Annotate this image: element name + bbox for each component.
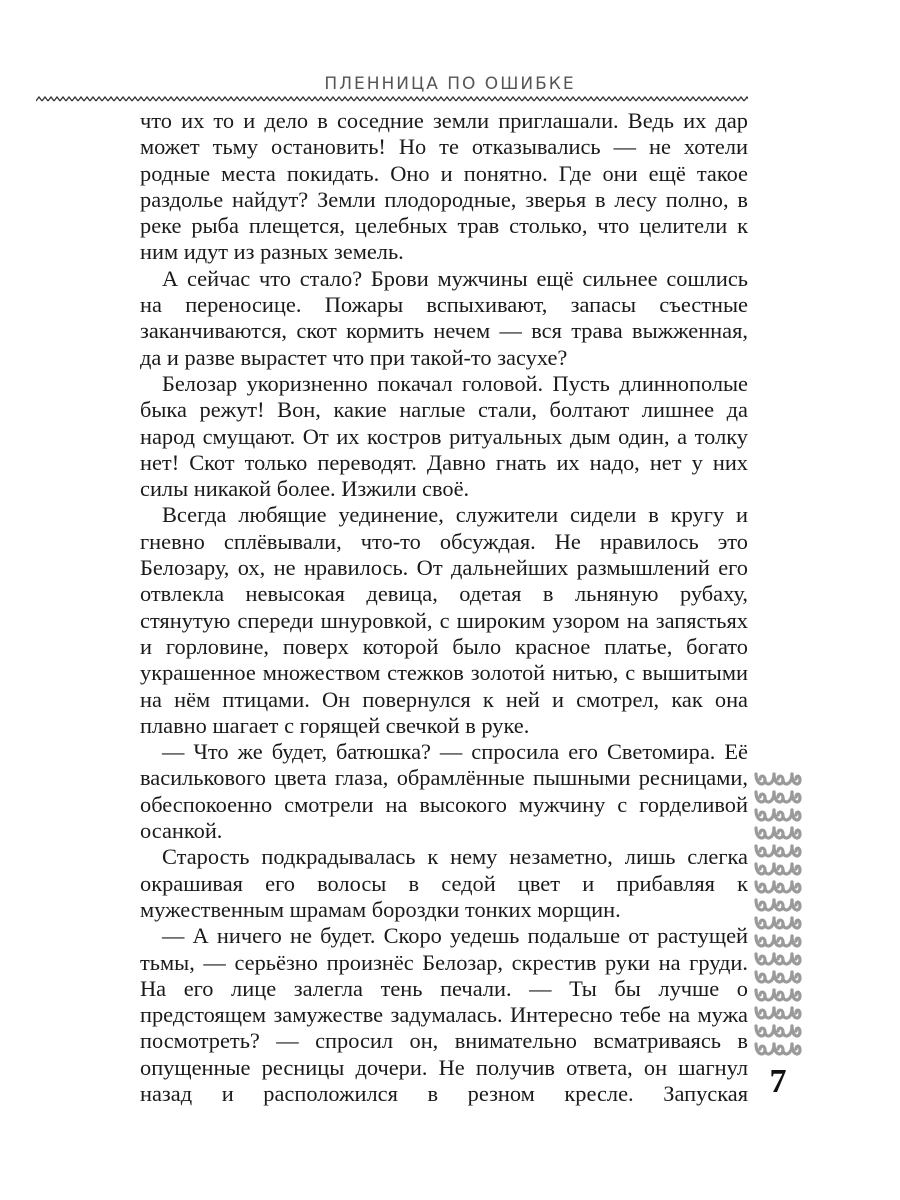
body-text (140, 108, 748, 1107)
paragraph-2: А сейчас что стало? Брови мужчины ещё сильнее сошлись на переносице. Пожары вспыхивают, запасы съестные заканчиваются, скот кормить нечем — вся трава выжженная, да и разве вырастет что при такой-то засухе? (140, 265, 748, 370)
running-head-title: ПЛЕННИЦА ПО ОШИБКЕ (324, 74, 576, 94)
paragraph-4: Всегда любящие уединение, служители сидели в кругу и гневно сплёвывали, что-то обсуждая. Не нравилось это Белозару, ох, не нравилось. От дальнейших размышлений его отвлекла невысокая девица, одетая в льняную рубаху, стянутую спереди шнуровкой, с широким узором на запястьях и горловине, поверх которой было красное платье, богато украшенное множеством стежков золотой нитью, с вышитыми на нём птицами. Он повернулся к ней и смотрел, как она плавно шагает с горящей свечкой в руке. (140, 502, 748, 738)
paragraph-3: Белозар укоризненно покачал головой. Пусть длиннополые быка режут! Вон, какие наглые стали, болтают лишнее да народ смущают. От их костров ритуальных дым один, а толку нет! Скот только переводят. Давно гнать их надо, нет у них силы никакой более. Изжили своё. (140, 370, 748, 502)
page-number: 7 (769, 1063, 787, 1100)
paragraph-1: что их то и дело в соседние земли приглашали. Ведь их дар может тьму остановить! Но те отказывались — не хотели родные места покидать. Оно и понятно. Где они ещё такое раздолье найдут? Земли плодородные, зверья в лесу полно, в реке рыба плещется, целебных трав столько, что целители к ним идут из разных земель. (140, 108, 748, 265)
paragraph-7: — А ничего не будет. Скоро уедешь подальше от растущей тьмы, — серьёзно произнёс Белозар, скрестив руки на груди. На его лице залегла тень печали. — Ты бы лучше о предстоящем замужестве задумалась. Интересно тебе на мужа посмотреть? — спросил он, внимательно всматриваясь в опущенные ресницы дочери. Не получив ответа, он шагнул назад и расположился в резном кресле. Запуская (140, 923, 748, 1106)
paragraph-6: Старость подкрадывалась к нему незаметно, лишь слегка окрашивая его волосы в седой цвет и прибавляя к мужественным шрамам бороздки тонких морщин. (140, 844, 748, 922)
header-decorative-rule (36, 96, 748, 102)
side-ornament-icon (752, 770, 804, 1060)
paragraph-5: — Что же будет, батюшка? — спросила его Светомира. Её василькового цвета глаза, обрамлённые пышными ресницами, обеспокоенно смотрели на высокого мужчину с горделивой осанкой. (140, 739, 748, 844)
